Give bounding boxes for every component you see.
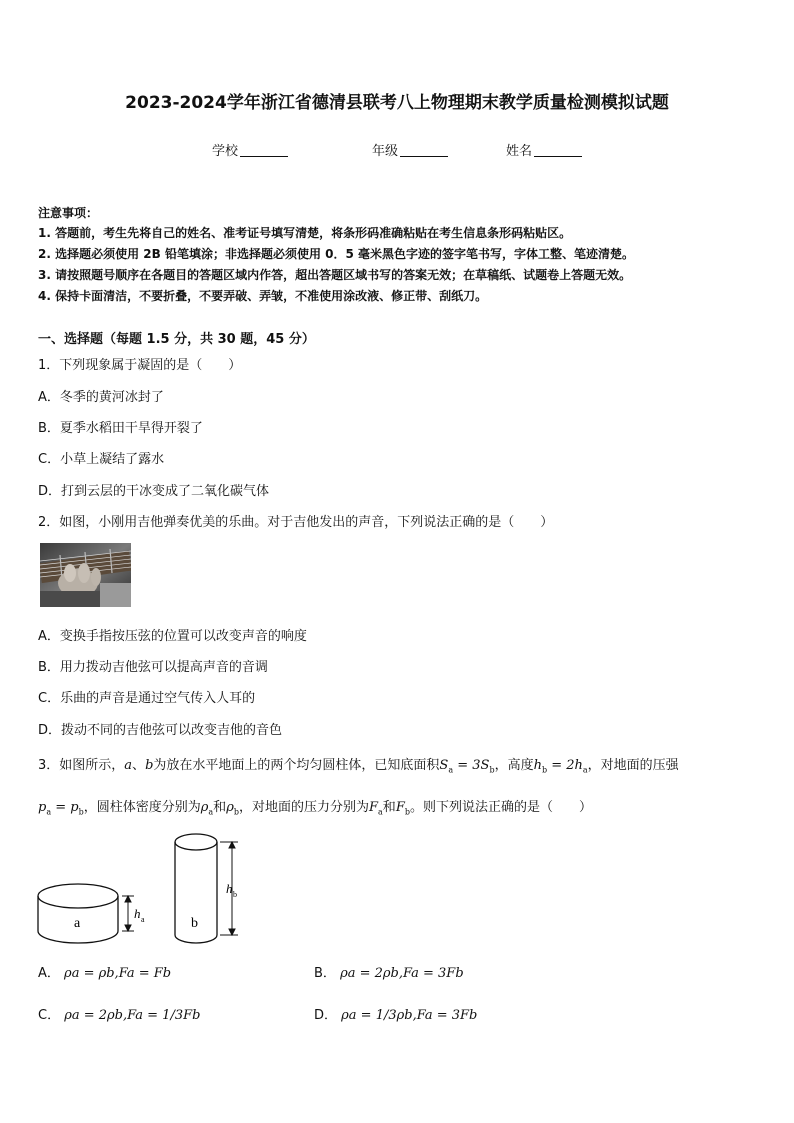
notice-item: 1. 答题前，考生先将自己的姓名、准考证号填写清楚，将条形码准确粘贴在考生信息条形码粘贴区。	[38, 226, 572, 240]
name-field	[506, 140, 582, 159]
name-blank	[534, 144, 582, 157]
cylinder-diagram	[30, 826, 280, 951]
label-b: b	[191, 916, 198, 931]
school-label: 学校	[212, 144, 239, 159]
page-title: 2023-2024学年浙江省德清县联考八上物理期末教学质量检测模拟试题	[125, 93, 669, 113]
q3-option-a: A． ρa = ρb,Fa = Fb	[38, 966, 172, 981]
guitar-photo	[40, 543, 131, 607]
notice-heading: 注意事项：	[38, 206, 99, 220]
q1-option-b: B．夏季水稻田干旱得开裂了	[38, 421, 203, 436]
pressure-formula: $p_a = p_b$	[38, 800, 84, 817]
q1-option-a: A．冬季的黄河冰封了	[38, 390, 164, 405]
label-ha: h	[134, 906, 141, 921]
grade-label: 年级	[372, 144, 399, 159]
name-label: 姓名	[506, 144, 533, 159]
q2-option-c: C．乐曲的声音是通过空气传入人耳的	[38, 691, 256, 706]
cylinder-a	[38, 884, 118, 943]
notice-item: 2. 选择题必须使用 2B 铅笔填涂；非选择题必须使用 0．5 毫米黑色字迹的签字笔书写，字体工整、笔迹清楚。	[38, 247, 634, 261]
question-2-stem: 2．如图，小刚用吉他弹奏优美的乐曲。对于吉他发出的声音，下列说法正确的是（ ）	[38, 515, 554, 530]
label-hb: h	[226, 881, 233, 896]
q3-option-b: B． ρa = 2ρb,Fa = 3Fb	[314, 966, 464, 981]
height-formula: $h_b = 2h_a$	[533, 758, 588, 775]
question-3-line-2: $p_a = p_b$，圆柱体密度分别为$\rho_a$和$\rho_b$，对地面的压力分别为$F_a$和$F_b$。则下列说法正确的是（ ）	[38, 800, 592, 817]
section-heading: 一、选择题（每题 1.5 分，共 30 题，45 分）	[38, 332, 315, 347]
notice-item: 3. 请按照题号顺序在各题目的答题区域内作答，超出答题区域书写的答案无效；在草稿纸、试题卷上答题无效。	[38, 268, 632, 282]
height-arrow-a	[122, 896, 134, 931]
q1-option-c: C．小草上凝结了露水	[38, 452, 165, 467]
q3-option-d: D． ρa = 1/3ρb,Fa = 3Fb	[314, 1008, 478, 1023]
grade-field	[372, 140, 448, 159]
question-1-stem: 1．下列现象属于凝固的是（ ）	[38, 358, 242, 373]
q1-option-d: D．打到云层的干冰变成了二氧化碳气体	[38, 484, 270, 499]
q2-option-a: A．变换手指按压弦的位置可以改变声音的响度	[38, 629, 307, 644]
label-hb-sub: b	[233, 890, 237, 899]
q3-option-c: C． ρa = 2ρb,Fa = 1/3Fb	[38, 1008, 201, 1023]
question-3-line-1: 3．如图所示，a、b为放在水平地面上的两个均匀圆柱体，已知底面积$S_a = 3S_b$，高度$h_b = 2h_a$，对地面的压强	[38, 758, 679, 775]
label-ha-sub: a	[141, 915, 145, 924]
notice-item: 4. 保持卡面清洁，不要折叠，不要弄破、弄皱，不准使用涂改液、修正带、刮纸刀。	[38, 289, 488, 303]
q2-option-b: B．用力拨动吉他弦可以提高声音的音调	[38, 660, 268, 675]
school-field	[212, 140, 288, 159]
q2-option-d: D．拨动不同的吉他弦可以改变吉他的音色	[38, 723, 283, 738]
school-blank	[240, 144, 288, 157]
area-formula: $S_a = 3S_b$	[439, 758, 495, 775]
grade-blank	[400, 144, 448, 157]
label-a: a	[74, 916, 81, 931]
